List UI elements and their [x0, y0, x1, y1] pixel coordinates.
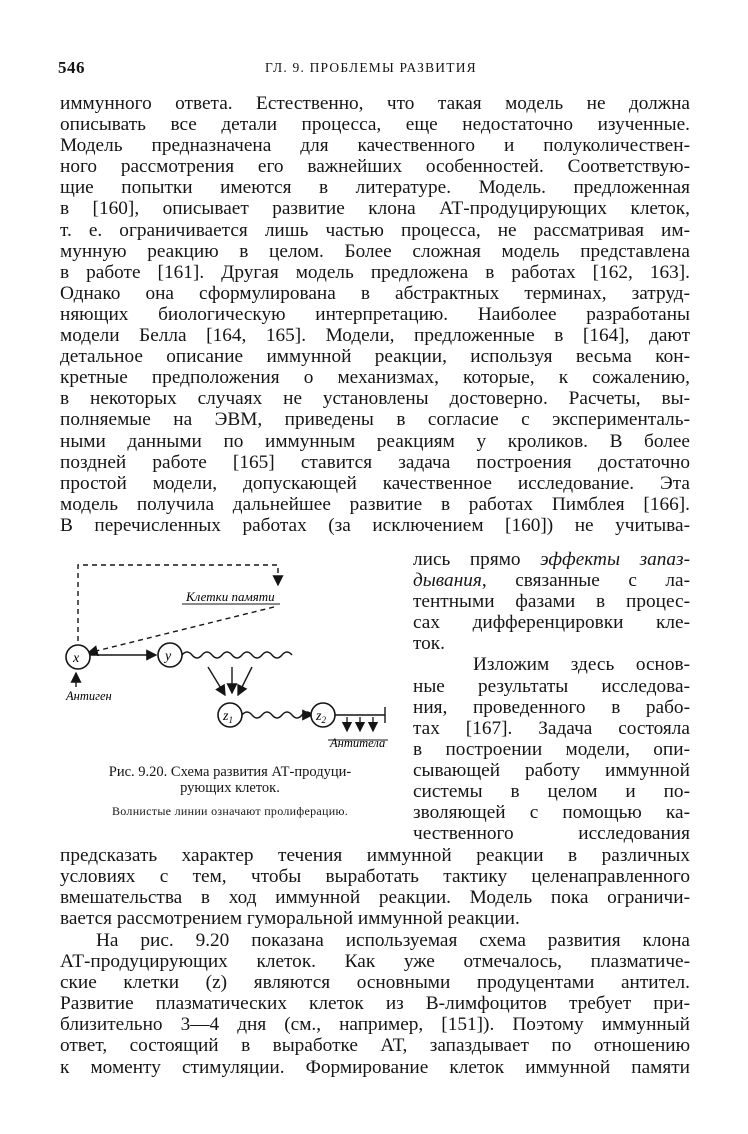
text-line: в работе [161]. Другая модель предложена в работах [162, 163]. — [60, 261, 690, 283]
caption-note: Волнистые линии означают пролиферацию. — [111, 804, 349, 818]
text-line: системы в целом и по- — [413, 781, 690, 803]
text-line: т. е. ограничивается лишь частью процесса, не рассматривая им- — [60, 219, 690, 241]
text-line: ские клетки (z) являются основными продуцентами антител. — [60, 972, 690, 994]
body-paragraph-bottom — [60, 930, 690, 1078]
node-y-label: y — [165, 649, 172, 664]
text-line: сах дифференцировки кле- — [413, 612, 690, 634]
text-line: простой модели, допускающей качественное исследование. Эта — [60, 472, 690, 494]
text-line: На рис. 9.20 показана используемая схема развития клона — [96, 930, 690, 951]
text-line: кретные предположения о механизмах, которые, к сожалению, — [60, 367, 690, 389]
text-line: няющих биологическую интерпретацию. Наиболее разработаны — [60, 303, 690, 325]
antigen-label: Антиген — [66, 689, 112, 703]
body-paragraph-right-column — [413, 549, 690, 844]
text-line: Изложим здесь основ- — [473, 654, 690, 676]
text-line: вается рассмотрением гуморальной иммунной реакции. — [60, 908, 520, 930]
text-line: ток. — [413, 633, 446, 655]
text-line: ными данными по иммунным реакциям у кроликов. В более — [60, 430, 690, 452]
body-paragraph-top — [60, 93, 690, 536]
figure-9-20-diagram — [60, 555, 400, 770]
text-line: В перечисленных работах (за исключением [160]) не учитыва- — [60, 514, 690, 536]
memory-cells-label: Клетки памяти — [186, 589, 275, 604]
page-number: 546 — [58, 58, 85, 77]
memory-to-x-dashed-line — [88, 607, 274, 653]
text-line: полняемые на ЭВМ, приведены в согласие с эксперименталь- — [60, 409, 690, 431]
text-line: в построении модели, опи- — [413, 738, 690, 760]
text-line: сывающей работу иммунной — [413, 759, 690, 781]
text-line: тах [167]. Задача состояла — [413, 717, 690, 739]
caption-line: рующих клеток. — [180, 780, 280, 796]
running-head: ГЛ. 9. ПРОБЛЕМЫ РАЗВИТИЯ — [265, 60, 477, 75]
clone-development-scheme — [60, 555, 400, 770]
text-line: иммунного ответа. Естественно, что такая модель не должна — [60, 93, 690, 114]
text-line: предсказать характер течения иммунной реакции в различных — [60, 845, 690, 866]
text-line: условиях с тем, чтобы выработать тактику целенаправленного — [60, 866, 690, 888]
text-line: Однако она сформулирована в абстрактных терминах, затруд- — [60, 282, 690, 304]
text-line: ного рассмотрения его важнейших особенностей. Соответствую- — [60, 156, 690, 178]
text-line: близительно 3—4 дня (см., например, [151]). Поэтому иммунный — [60, 1014, 690, 1036]
text-line: к моменту стимуляции. Формирование клеток иммунной памяти — [60, 1056, 690, 1078]
text-line: ответ, состоящий в выработке АТ, запаздывает по отношению — [60, 1035, 690, 1057]
node-z2-label: $z_2$ — [316, 709, 326, 725]
text-line: зволяющей с помощью ка- — [413, 802, 690, 824]
text-line: АТ-продуцирующих клеток. Как уже отмечалось, плазматиче- — [60, 951, 690, 973]
text-line: лись прямо эффекты запаз- — [413, 549, 690, 570]
text-line: мунную реакцию в целом. Более сложная модель представлена — [60, 240, 690, 262]
z1-proliferation-wave — [242, 712, 312, 718]
text-line: Развитие плазматических клеток из B-лимфоцитов требует при- — [60, 993, 690, 1015]
figure-caption — [60, 764, 400, 819]
text-line: дывания, связанные с ла- — [413, 570, 690, 592]
text-line: чественного исследования — [413, 823, 690, 845]
emphasis: дывания — [413, 570, 482, 592]
text-line: в [160], описывает развитие клона АТ-продуцирующих клеток, — [60, 198, 690, 220]
text-line: детальное описание иммунной реакции, используя весьма кон- — [60, 346, 690, 368]
text-line: поздней работе [165] ставится задача построения достаточно — [60, 451, 690, 473]
text-line: щие попытки имеются в литературе. Модель. предложенная — [60, 177, 690, 199]
text-line: вмешательства в ход иммунной реакции. Модель пока ограничи- — [60, 887, 690, 909]
node-z1-label: $z_1$ — [223, 709, 233, 725]
text-line: ния, проведенного в рабо- — [413, 696, 690, 718]
text-line: ные результаты исследова- — [413, 675, 690, 697]
text-line: тентными фазами в процес- — [413, 591, 690, 613]
text-line: в некоторых случаях не установлены достоверно. Расчеты, вы- — [60, 388, 690, 410]
caption-line: Рис. 9.20. Схема развития АТ-продуци- — [108, 764, 352, 780]
emphasis: эффекты запаз- — [540, 549, 690, 570]
body-paragraph-mid — [60, 845, 690, 929]
node-x-label: x — [73, 651, 80, 666]
text-line: модели Белла [164, 165]. Модели, предложенные в [164], дают — [60, 325, 690, 347]
text-line: описывать все детали процесса, еще недостаточно изученные. — [60, 114, 690, 136]
y-to-z1-arrow-right — [238, 667, 252, 695]
y-proliferation-wave — [182, 652, 292, 658]
text-line: Модель предназначена для качественного и полуколичествен- — [60, 135, 690, 157]
y-to-z1-arrow-left — [208, 667, 225, 695]
antibody-label: Антитела — [330, 736, 386, 750]
text-line: модель получила дальнейшее развитие в работах Пимблея [166]. — [60, 493, 690, 515]
